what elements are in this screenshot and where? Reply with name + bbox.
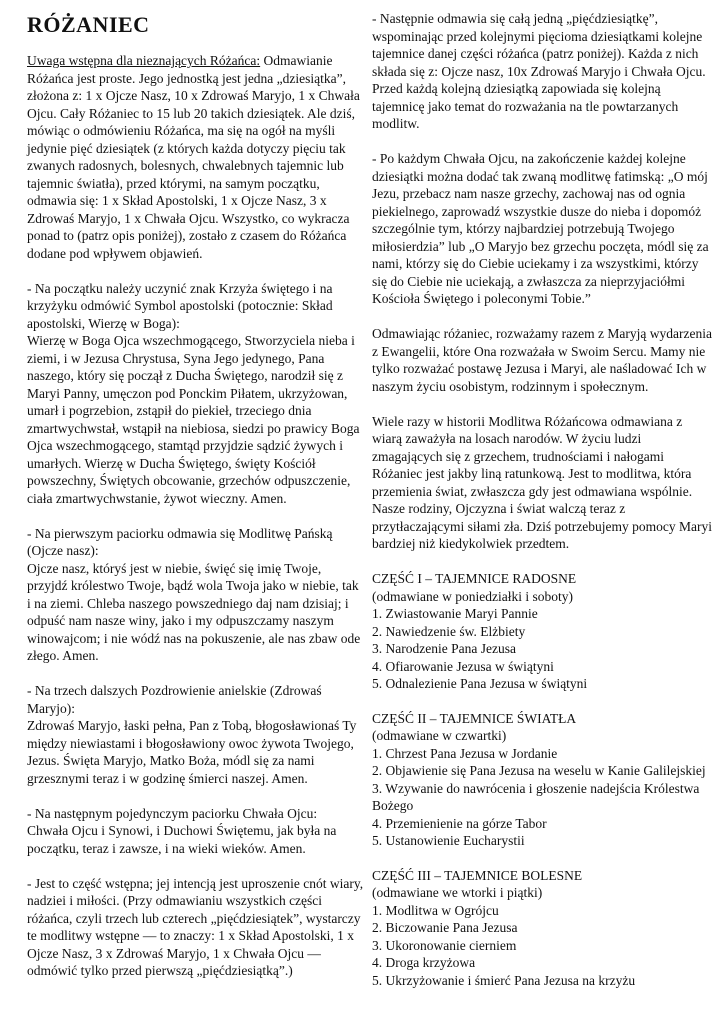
step-hail-mary: [27, 682, 364, 787]
mystery-item: 3. Wzywanie do nawrócenia i głoszenie nadejścia Królestwa Bożego: [372, 780, 700, 813]
mystery-item: 2. Objawienie się Pana Jezusa na weselu w Kanie Galilejskiej: [372, 763, 706, 778]
mystery-item: 1. Zwiastowanie Maryi Pannie: [372, 606, 538, 621]
mysteries-part-3: [372, 867, 712, 990]
mystery-item: 5. Ukrzyżowanie i śmierć Pana Jezusa na krzyżu: [372, 972, 636, 988]
part-days: (odmawiane we wtorki i piątki): [372, 885, 543, 900]
step2-intro: - Na pierwszym paciorku odmawia się Modlitwę Pańską (Ojcze nasz):: [27, 525, 333, 558]
reflection-paragraph: Odmawiając różaniec, rozważamy razem z Maryją wydarzenia z Ewangelii, które Ona rozważała w Swoim Sercu. Mamy nie tylko rozważać postawę Jezusa i Maryi, ale naśladować Ich w naszym życiu osobistym, rodzinnym i społecznym.: [372, 326, 712, 394]
right-column: [372, 0, 712, 989]
page-title: RÓŻANIEC: [27, 12, 150, 37]
part-days: (odmawiane w czwartki): [372, 728, 507, 743]
mystery-item: 1. Chrzest Pana Jezusa w Jordanie: [372, 745, 558, 761]
mystery-item: 3. Narodzenie Pana Jezusa: [372, 641, 516, 656]
history-paragraph: Wiele razy w historii Modlitwa Różańcowa odmawiana z wiarą zaważyła na losach narodów. W życiu ludzi zmagających się z grzechem, trudnościami i nałogami Różaniec jest jakby liną ratunkową. Jest to modlitwa, która przemienia świat, zwłaszcza gdy jest odmawiana wspólnie. Nasze rodziny, Ojczyzna i świat walczą teraz z przytłaczającymi siłami zła. Dziś potrzebujemy pomocy Maryi bardziej niż kiedykolwiek przedtem.: [372, 413, 713, 551]
mysteries-part-2: [372, 710, 712, 850]
glory-be-prayer: Chwała Ojcu i Synowi, i Duchowi Świętemu, jak była na początku, teraz i zawsze, i na wieki wieków. Amen.: [27, 823, 337, 856]
left-column: [27, 0, 364, 997]
creed-prayer: Wierzę w Boga Ojca wszechmogącego, Stworzyciela nieba i ziemi, i w Jezusa Chrystusa, Syna Jego jedynego, Pana naszego, który się począł z Ducha Świętego, narodził się z Maryi Panny, umęczon pod Ponckim Piłatem, ukrzyżowan, umarł i pogrzebion, zstąpił do piekieł, trzeciego dnia zmartwychwstał, wstąpił na niebiosa, siedzi po prawicy Boga Ojca wszechmogącego, stamtąd przyjdzie sądzić żywych i umarłych. Wierzę w Ducha Świętego, święty Kościół powszechny, Świętych obcowanie, grzechów odpuszczenie, ciała zmartwychwstanie, żywot wieczny. Amen.: [27, 333, 360, 506]
step1-intro: - Na początku należy uczynić znak Krzyża świętego i na krzyżyku odmówić Symbol apostolski (potocznie: Skład apostolski, Wierzę w Boga):: [27, 280, 333, 331]
mystery-item: 2. Nawiedzenie św. Elżbiety: [372, 623, 526, 639]
mystery-item: 1. Modlitwa w Ogrójcu: [372, 902, 499, 918]
intro-label: Uwaga wstępna dla nieznających Różańca:: [27, 53, 261, 68]
step-fifty-decade: - Następnie odmawia się całą jedną „pięćdziesiątkę”, wspominając przed kolejnymi pięcioma dziesiątkami kolejne tajemnice danej części różańca (patrz poniżej). Każda z nich składa się z: Ojcze nasz, 10x Zdrowaś Maryjo i Chwała Ojcu. Przed każdą kolejną dziesiątką zapowiada się kolejną tajemnicę jako temat do rozważania na tle powtarzanych modlitw.: [372, 11, 706, 131]
part-title: CZĘŚĆ I – TAJEMNICE RADOSNE: [372, 571, 577, 586]
step-sign-of-cross: [27, 280, 364, 508]
part-days: (odmawiane w poniedziałki i soboty): [372, 588, 573, 604]
step-introductory-note: - Jest to część wstępna; jej intencją jest uproszenie cnót wiary, nadziei i miłości. (Przy odmawianiu wszystkich części różańca, czyli trzech lub czterech „pięćdziesiątek”, wystarczy te modlitwy wstępne — to znaczy: 1 x Skład Apostolski, 1 x Ojcze Nasz, 3 x Zdrowaś Maryjo, 1 x Chwała Ojcu — odmówić tylko przed pierwszą „pięćdziesiątką”.): [27, 875, 364, 978]
mystery-item: 5. Ustanowienie Eucharystii: [372, 833, 525, 848]
mystery-item: 5. Odnalezienie Pana Jezusa w świątyni: [372, 676, 588, 691]
step-fatima-prayer: - Po każdym Chwała Ojcu, na zakończenie każdej kolejne dziesiątki można dodać tak zwaną modlitwę fatimską: „O mój Jezu, przebacz nam nasze grzechy, zachowaj nas od ognia piekielnego, zaprowadź wszystkie dusze do nieba i dopomóż szczególnie tym, którzy najbardziej potrzebują Twojego miłosierdzia” lub „O Maryjo bez grzechu poczęta, módl się za nami, którzy się do Ciebie uciekamy i za wszystkimi, którzy się do Ciebie nie uciekają, a zwłaszcza za nieprzyjaciółmi Kościoła Świętego i poleconymi Tobie.”: [372, 151, 709, 306]
hail-mary-prayer: Zdrowaś Maryjo, łaski pełna, Pan z Tobą, błogosławionaś Ty między niewiastami i błogosławiony owoc żywota Twojego, Jezus. Święta Maryjo, Matko Boża, módl się za nami grzesznymi teraz i w godzinę śmierci naszej. Amen.: [27, 718, 357, 786]
intro-text: Odmawianie Różańca jest proste. Jego jednostką jest jedna „dziesiątka”, złożona z: 1 x Ojcze Nasz, 10 x Zdrowaś Maryjo, 1 x Chwała Ojcu. Cały Różaniec to 15 lub 20 takich dziesiątek. Ale dziś, mówiąc o odmówieniu Różańca, ma się na ogół na myśli jedynie pięć dziesiątek (z których każda dotyczy pięciu tak zwanych radosnych, bolesnych, chwalebnych tajemnic lub tajemnic światła), przed którymi, na samym początku, odmawia się: 1 x Skład Apostolski, 1 x Ojcze Nasz, 3 x Zdrowaś Maryjo, 1 x Chwała Ojcu. Wszystko, co wykracza ponad to (patrz opis poniżej), zostało z czasem do Różańca dodane pod wpływem objawień.: [27, 53, 360, 261]
step-glory-be: [27, 805, 364, 858]
mysteries-part-1: [372, 570, 712, 693]
step3-intro: - Na trzech dalszych Pozdrowienie anielskie (Zdrowaś Maryjo):: [27, 683, 322, 716]
our-father-prayer: Ojcze nasz, któryś jest w niebie, święć się imię Twoje, przyjdź królestwo Twoje, bądź wola Twoja jako w niebie, tak i na ziemi. Chleba naszego powszedniego daj nam dzisiaj; i odpuść nam nasze winy, jako i my odpuszczamy naszym winowajcom; i nie wódź nas na pokuszenie, ale nas zbaw ode złego. Amen.: [27, 560, 361, 663]
mystery-item: 4. Przemienienie na górze Tabor: [372, 815, 547, 831]
mystery-item: 2. Biczowanie Pana Jezusa: [372, 920, 518, 935]
part-title: CZĘŚĆ II – TAJEMNICE ŚWIATŁA: [372, 710, 577, 726]
step-our-father: [27, 525, 364, 665]
part-title: CZĘŚĆ III – TAJEMNICE BOLESNE: [372, 867, 583, 883]
mystery-item: 3. Ukoronowanie cierniem: [372, 937, 517, 953]
mystery-item: 4. Ofiarowanie Jezusa w świątyni: [372, 658, 554, 674]
step4-intro: - Na następnym pojedynczym paciorku Chwała Ojcu:: [27, 805, 318, 821]
mystery-item: 4. Droga krzyżowa: [372, 955, 476, 970]
intro-paragraph: [27, 52, 364, 262]
